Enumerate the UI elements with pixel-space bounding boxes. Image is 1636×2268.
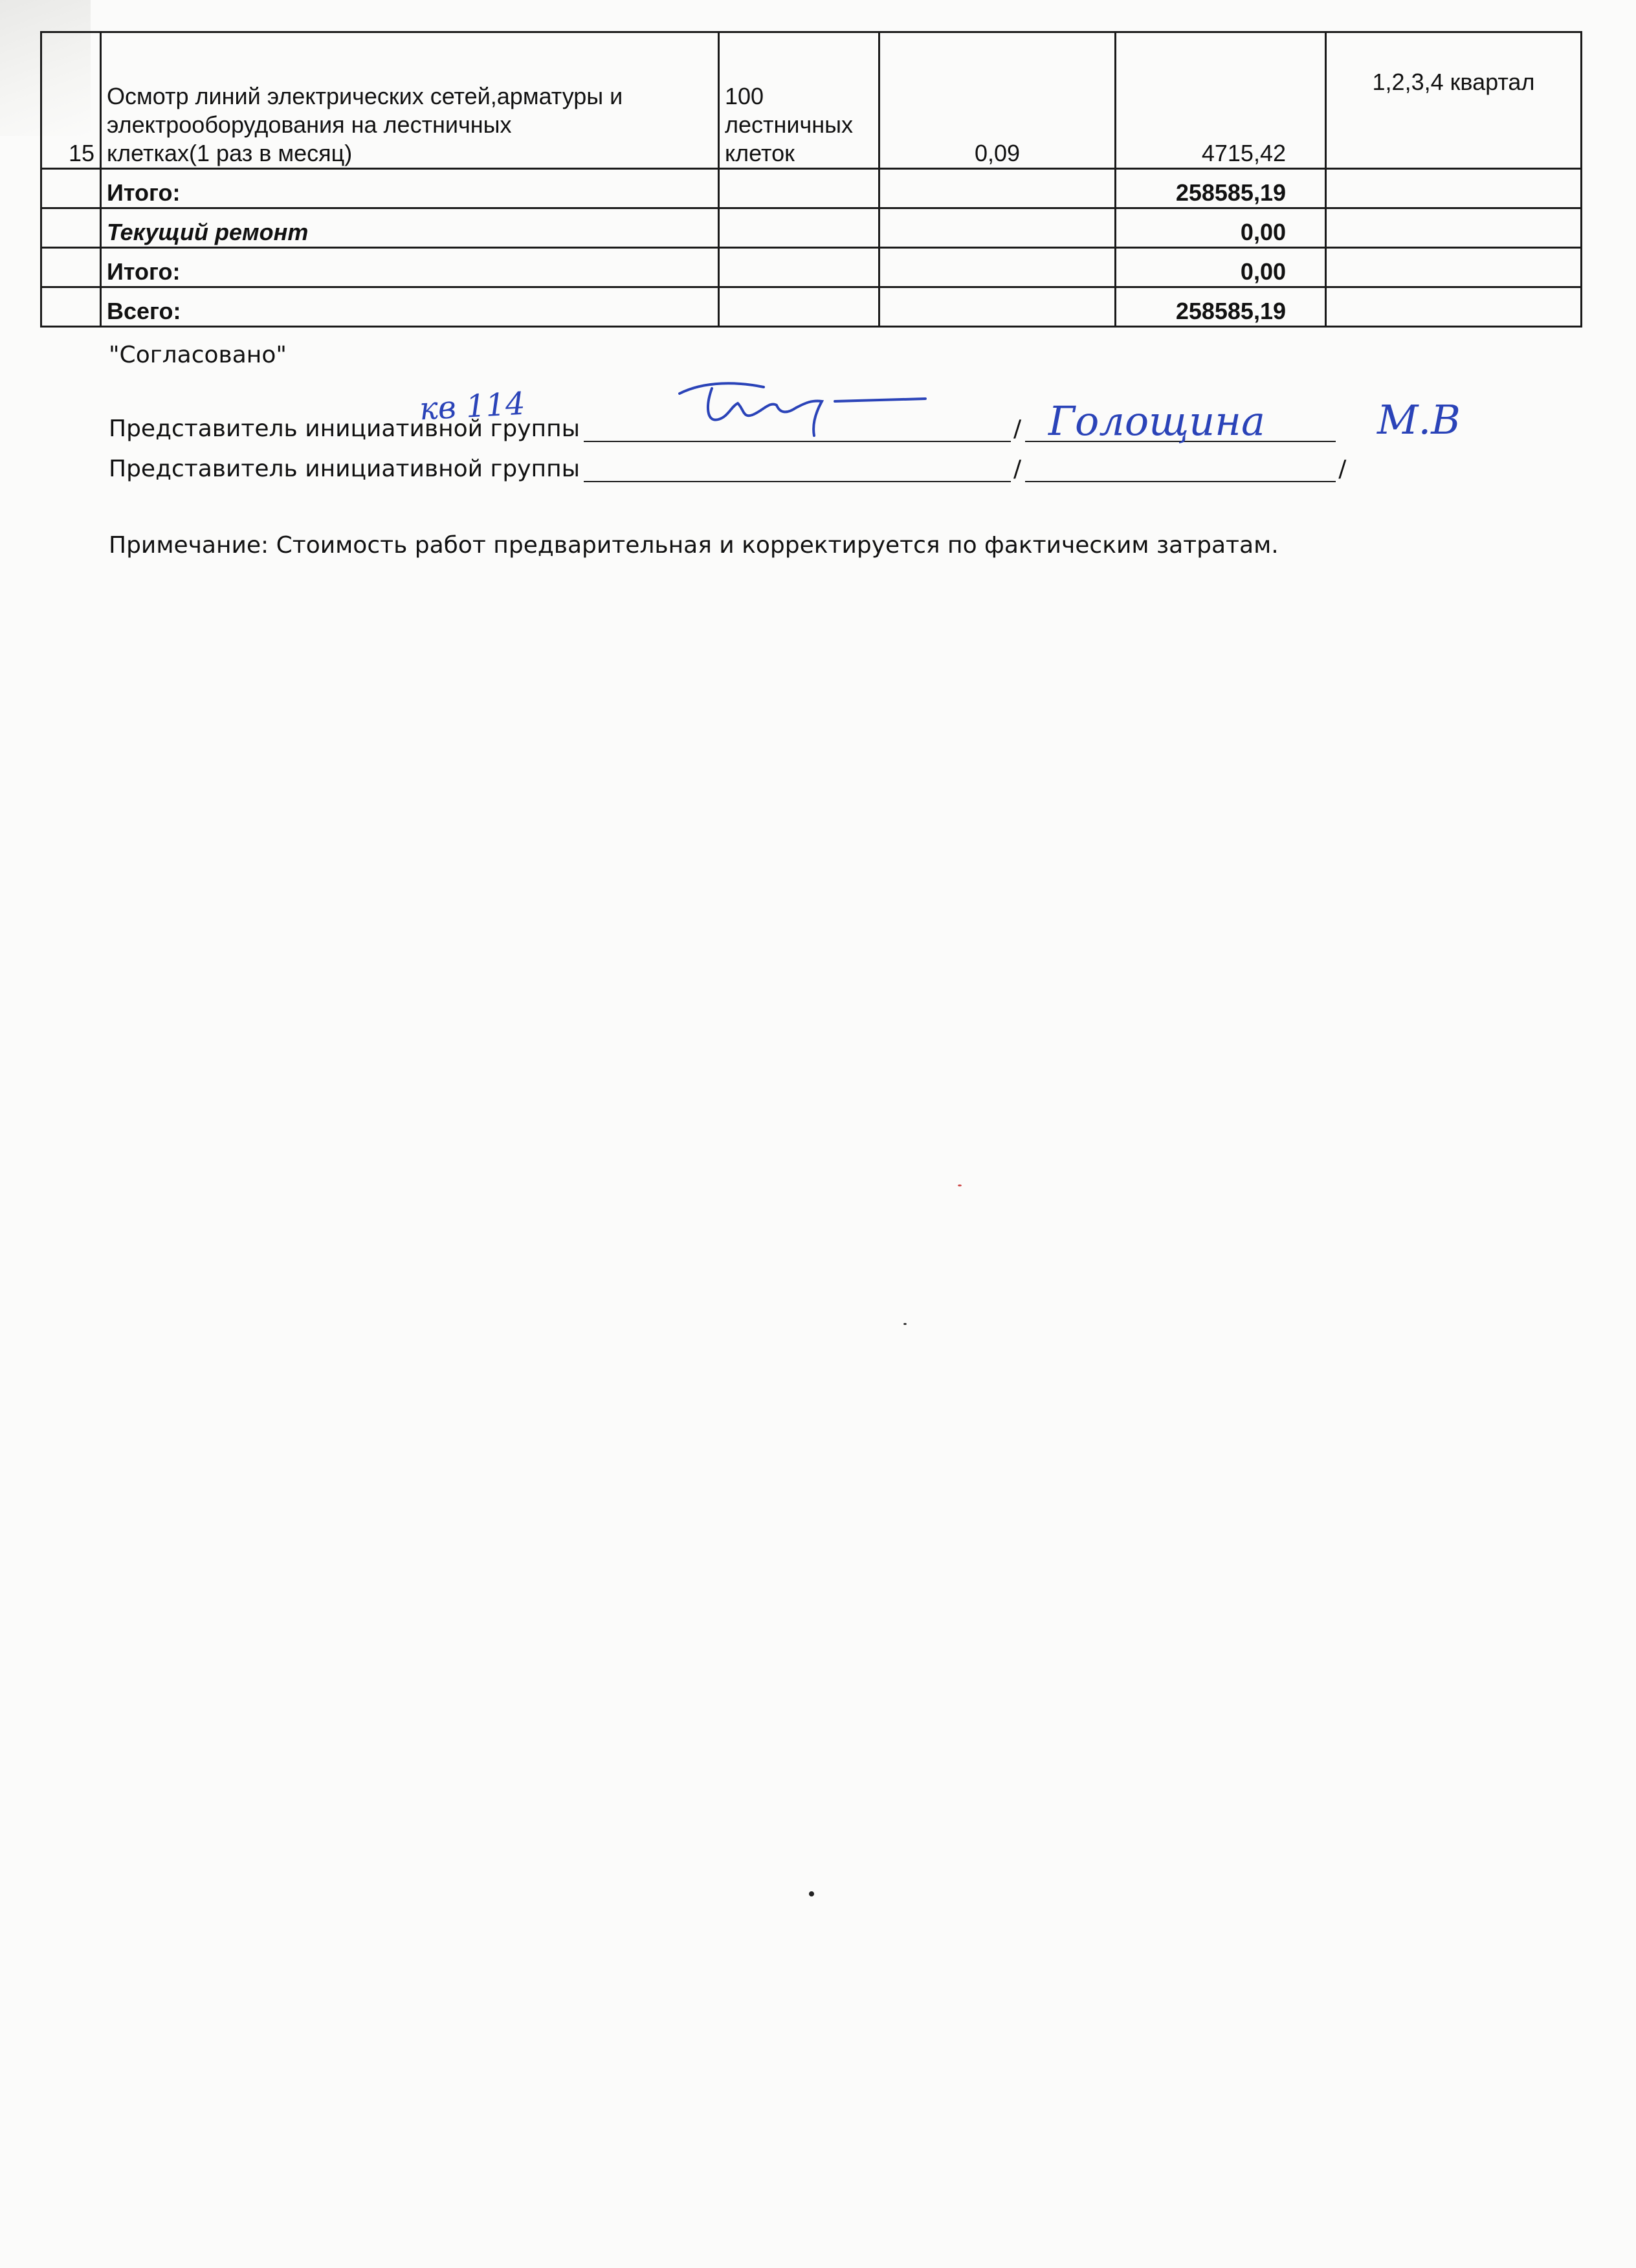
repair-total-row — [41, 248, 1582, 287]
repair-label: Текущий ремонт — [101, 208, 719, 248]
unit-line: лестничных — [725, 111, 854, 138]
name-blank — [1025, 458, 1336, 482]
handwritten-initials: М.В — [1377, 396, 1461, 443]
signature-blank — [584, 417, 1011, 442]
cost-note: Примечание: Стоимость работ предварительная и корректируется по фактическим затратам. — [109, 532, 1279, 559]
works-table — [40, 31, 1582, 328]
cost-cell: 4715,42 — [1116, 32, 1326, 169]
row-number: 15 — [41, 32, 101, 169]
representative-label: Представитель инициативной группы — [109, 456, 580, 482]
separator: / — [1013, 416, 1022, 442]
repair-total-amount: 0,00 — [1116, 248, 1326, 287]
total-amount: 258585,19 — [1116, 169, 1326, 208]
representative-line-2 — [109, 456, 1346, 482]
signature-blank — [584, 458, 1011, 482]
grand-total-row — [41, 287, 1582, 327]
total-row — [41, 169, 1582, 208]
grand-total-amount: 258585,19 — [1116, 287, 1326, 327]
description-line: электрооборудования на лестничных — [107, 111, 512, 138]
repair-total-label: Итого: — [101, 248, 719, 287]
unit-of-measure — [719, 32, 879, 169]
rate-cell: 0,09 — [879, 32, 1116, 169]
scan-speck — [903, 1323, 907, 1325]
repair-amount: 0,00 — [1116, 208, 1326, 248]
period-cell: 1,2,3,4 квартал — [1326, 32, 1582, 169]
agreed-heading: "Согласовано" — [109, 342, 287, 368]
representative-label: Представитель инициативной группы — [109, 416, 580, 442]
table-row — [41, 32, 1582, 169]
grand-total-label: Всего: — [101, 287, 719, 327]
scan-speck — [809, 1891, 814, 1896]
handwritten-name: Голощина — [1048, 397, 1265, 445]
unit-line: клеток — [725, 140, 795, 166]
separator: / — [1338, 456, 1347, 482]
handwritten-apartment: кв 114 — [418, 385, 526, 428]
scan-speck — [958, 1184, 962, 1186]
separator: / — [1013, 456, 1022, 482]
total-label: Итого: — [101, 169, 719, 208]
description-line: клетках(1 раз в месяц) — [107, 140, 353, 166]
unit-line: 100 — [725, 83, 764, 109]
work-description — [101, 32, 719, 169]
description-line: Осмотр линий электрических сетей,арматуры и — [107, 83, 623, 109]
repair-row — [41, 208, 1582, 248]
